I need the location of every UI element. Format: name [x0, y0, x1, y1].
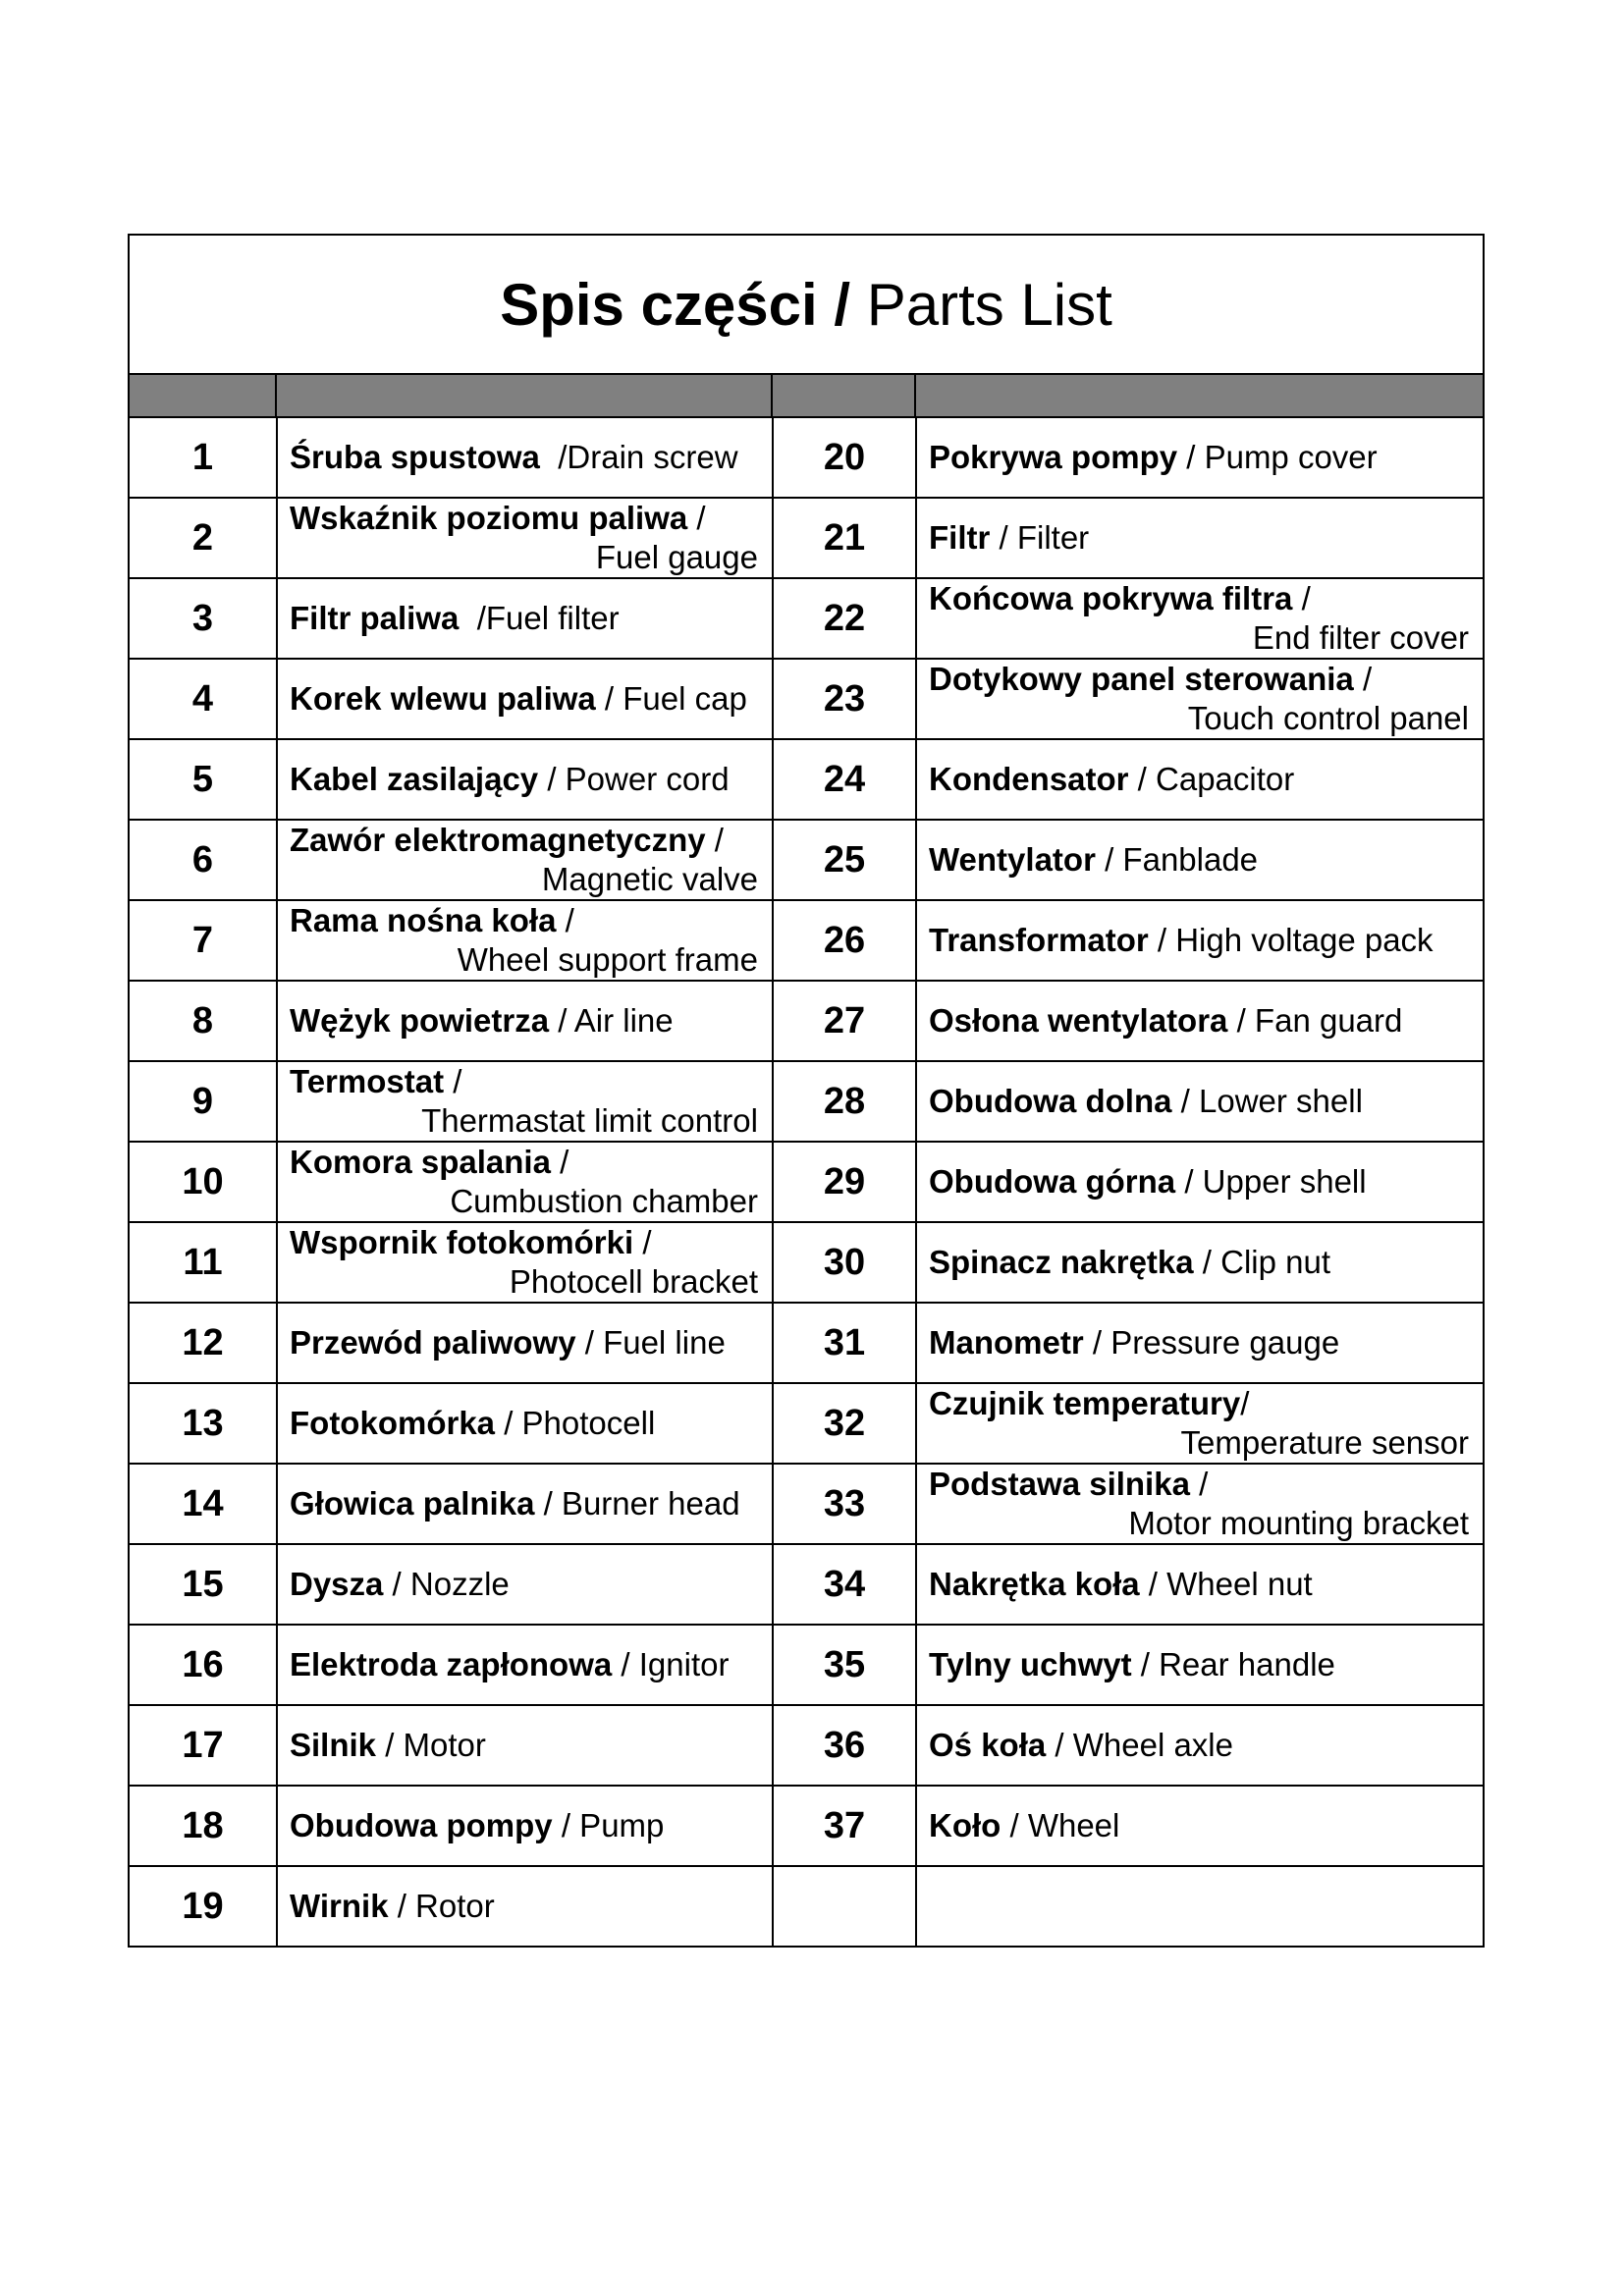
part-number: 31 [773, 1303, 916, 1383]
part-number: 22 [773, 578, 916, 659]
part-name [277, 1544, 773, 1625]
part-name [916, 498, 1483, 578]
part-name-english: / [444, 1063, 462, 1099]
part-name-polish: Wspornik fotokomórki [290, 1224, 634, 1260]
part-name-english: / Rotor [388, 1888, 495, 1924]
part-name-polish: Śruba spustowa [290, 439, 540, 475]
part-number: 4 [130, 659, 277, 739]
part-name-english-line2: Touch control panel [1187, 700, 1469, 736]
part-name-polish: Koło [929, 1807, 1001, 1843]
part-name-english-line2: Motor mounting bracket [1128, 1505, 1469, 1541]
part-name-polish: Transformator [929, 922, 1149, 958]
part-name-english: / [1240, 1385, 1250, 1421]
part-name-english: / Pump cover [1177, 439, 1378, 475]
part-name-polish: Tylny uchwyt [929, 1646, 1132, 1682]
part-name [277, 1786, 773, 1866]
part-name-polish: Termostat [290, 1063, 445, 1099]
table-row [130, 1544, 1483, 1625]
part-name [916, 659, 1483, 739]
part-name-polish: Czujnik temperatury [929, 1385, 1241, 1421]
part-name [916, 1625, 1483, 1705]
part-name [277, 1142, 773, 1222]
part-name-polish: Kondensator [929, 761, 1129, 797]
part-name-english: / Ignitor [612, 1646, 730, 1682]
part-number: 32 [773, 1383, 916, 1464]
part-name-english: / Wheel nut [1139, 1566, 1313, 1602]
part-name-polish: Oś koła [929, 1727, 1047, 1763]
part-number: 15 [130, 1544, 277, 1625]
part-name-english: / Burner head [534, 1485, 740, 1522]
part-name-english: / [705, 822, 724, 858]
part-number: 26 [773, 900, 916, 981]
part-name-english: /Fuel filter [459, 600, 620, 636]
part-number: 27 [773, 981, 916, 1061]
part-number [773, 1866, 916, 1946]
page-title [130, 236, 1483, 375]
part-number: 34 [773, 1544, 916, 1625]
table-row [130, 1625, 1483, 1705]
part-number: 25 [773, 820, 916, 900]
parts-table [130, 418, 1483, 1946]
part-number: 19 [130, 1866, 277, 1946]
table-row [130, 418, 1483, 498]
part-name [916, 1061, 1483, 1142]
part-name-polish: Wentylator [929, 841, 1096, 878]
part-number: 14 [130, 1464, 277, 1544]
part-number: 29 [773, 1142, 916, 1222]
part-name-english: / [550, 1144, 569, 1180]
part-name-english: / Air line [549, 1002, 674, 1039]
part-name [916, 418, 1483, 498]
part-name-polish: Wężyk powietrza [290, 1002, 550, 1039]
table-row [130, 1142, 1483, 1222]
header-band [130, 375, 1483, 418]
part-name [277, 739, 773, 820]
part-number: 1 [130, 418, 277, 498]
part-name-polish: Korek wlewu paliwa [290, 680, 596, 717]
part-name [277, 1464, 773, 1544]
part-name [277, 1705, 773, 1786]
part-number: 9 [130, 1061, 277, 1142]
part-name [916, 1303, 1483, 1383]
title-polish: Spis części / [500, 271, 851, 338]
part-name-english-line2: Temperature sensor [1180, 1424, 1469, 1461]
table-row [130, 900, 1483, 981]
part-name-polish: Filtr [929, 519, 991, 556]
part-name-english-line2: Photocell bracket [509, 1263, 758, 1300]
header-cell [277, 375, 773, 416]
part-name-english: /Drain screw [539, 439, 738, 475]
part-name-polish: Elektroda zapłonowa [290, 1646, 613, 1682]
part-name-polish: Osłona wentylatora [929, 1002, 1228, 1039]
part-number: 37 [773, 1786, 916, 1866]
part-name-english-line2: Thermastat limit control [421, 1102, 758, 1139]
part-name-polish: Wskaźnik poziomu paliwa [290, 500, 688, 536]
part-name-english: / [1353, 661, 1373, 697]
part-number: 28 [773, 1061, 916, 1142]
part-name [277, 1303, 773, 1383]
part-number: 17 [130, 1705, 277, 1786]
part-name-english-line2: End filter cover [1252, 619, 1469, 656]
part-name-polish: Spinacz nakrętka [929, 1244, 1194, 1280]
part-name-english: / Capacitor [1128, 761, 1295, 797]
part-name-polish: Dotykowy panel sterowania [929, 661, 1354, 697]
part-name [277, 578, 773, 659]
part-name [277, 418, 773, 498]
part-name [916, 739, 1483, 820]
part-name-polish: Obudowa górna [929, 1163, 1176, 1200]
part-name-english: / Motor [376, 1727, 486, 1763]
part-name-english: / Lower shell [1171, 1083, 1363, 1119]
part-name-polish: Fotokomórka [290, 1405, 496, 1441]
part-number: 18 [130, 1786, 277, 1866]
part-name-english: / Pressure gauge [1083, 1324, 1340, 1361]
part-number: 11 [130, 1222, 277, 1303]
part-name [277, 498, 773, 578]
part-name-polish: Komora spalania [290, 1144, 551, 1180]
part-name-polish: Filtr paliwa [290, 600, 460, 636]
table-row [130, 1061, 1483, 1142]
part-number: 35 [773, 1625, 916, 1705]
table-row [130, 578, 1483, 659]
part-name-english: / Upper shell [1175, 1163, 1367, 1200]
part-name [916, 578, 1483, 659]
title-english: Parts List [850, 271, 1112, 338]
part-name-english-line2: Cumbustion chamber [450, 1183, 758, 1219]
part-name-polish: Podstawa silnika [929, 1466, 1190, 1502]
part-name-polish: Silnik [290, 1727, 377, 1763]
part-number: 8 [130, 981, 277, 1061]
table-row [130, 981, 1483, 1061]
part-name [277, 1625, 773, 1705]
part-name-polish: Rama nośna koła [290, 902, 557, 938]
part-name-english-line2: Fuel gauge [595, 539, 758, 575]
part-name [277, 1866, 773, 1946]
part-name-english: / Fanblade [1095, 841, 1259, 878]
header-cell [130, 375, 277, 416]
part-name-english: / Wheel axle [1046, 1727, 1233, 1763]
part-number: 23 [773, 659, 916, 739]
part-number: 6 [130, 820, 277, 900]
part-name-english: / Fuel cap [595, 680, 747, 717]
part-number: 12 [130, 1303, 277, 1383]
part-name-polish: Nakrętka koła [929, 1566, 1140, 1602]
part-name [916, 900, 1483, 981]
part-name-english: / Fan guard [1227, 1002, 1403, 1039]
part-name-polish: Wirnik [290, 1888, 389, 1924]
part-name-english: / [556, 902, 574, 938]
part-name-english: / Nozzle [383, 1566, 510, 1602]
table-row [130, 1222, 1483, 1303]
part-name-english: / [687, 500, 706, 536]
part-name [916, 1705, 1483, 1786]
part-name [277, 1383, 773, 1464]
part-name-polish: Zawór elektromagnetyczny [290, 822, 706, 858]
part-name-polish: Manometr [929, 1324, 1084, 1361]
part-name [916, 1786, 1483, 1866]
part-name [916, 981, 1483, 1061]
part-name-polish: Dysza [290, 1566, 384, 1602]
table-row [130, 1303, 1483, 1383]
part-number: 21 [773, 498, 916, 578]
part-number: 20 [773, 418, 916, 498]
part-name [277, 981, 773, 1061]
part-name-english: / Wheel [1001, 1807, 1120, 1843]
part-number: 33 [773, 1464, 916, 1544]
part-number: 24 [773, 739, 916, 820]
table-row [130, 1705, 1483, 1786]
table-row [130, 498, 1483, 578]
table-row [130, 1383, 1483, 1464]
part-number: 30 [773, 1222, 916, 1303]
part-number: 3 [130, 578, 277, 659]
part-number: 5 [130, 739, 277, 820]
part-name [916, 1222, 1483, 1303]
part-name-polish: Końcowa pokrywa filtra [929, 580, 1293, 616]
part-name [277, 900, 773, 981]
part-name-english: / Filter [990, 519, 1090, 556]
part-name [916, 1142, 1483, 1222]
part-number: 2 [130, 498, 277, 578]
part-name-polish: Obudowa dolna [929, 1083, 1172, 1119]
part-name [916, 820, 1483, 900]
part-name-english: / [1292, 580, 1311, 616]
part-name-english: / Clip nut [1193, 1244, 1331, 1280]
part-name-english: / Photocell [495, 1405, 656, 1441]
part-name-polish: Pokrywa pompy [929, 439, 1178, 475]
part-name [916, 1464, 1483, 1544]
part-name [916, 1383, 1483, 1464]
part-name-english: / Pump [552, 1807, 665, 1843]
part-name [277, 659, 773, 739]
part-name-english: / [633, 1224, 652, 1260]
header-cell [916, 375, 1483, 416]
table-row [130, 820, 1483, 900]
table-row [130, 1866, 1483, 1946]
part-name [916, 1866, 1483, 1946]
part-name-english: / Rear handle [1131, 1646, 1335, 1682]
part-name-english-line2: Wheel support frame [457, 941, 758, 978]
parts-list-sheet [128, 234, 1485, 1948]
table-row [130, 739, 1483, 820]
table-row [130, 1464, 1483, 1544]
part-name-english: / [1189, 1466, 1209, 1502]
part-name-polish: Obudowa pompy [290, 1807, 553, 1843]
part-number: 36 [773, 1705, 916, 1786]
part-name-english: / Power cord [538, 761, 730, 797]
part-name-english-line2: Magnetic valve [541, 861, 758, 897]
part-name-polish: Głowica palnika [290, 1485, 535, 1522]
part-name [277, 1222, 773, 1303]
table-row [130, 1786, 1483, 1866]
part-number: 10 [130, 1142, 277, 1222]
header-cell [773, 375, 916, 416]
part-number: 16 [130, 1625, 277, 1705]
part-number: 13 [130, 1383, 277, 1464]
part-name-polish: Kabel zasilający [290, 761, 539, 797]
part-name [916, 1544, 1483, 1625]
table-row [130, 659, 1483, 739]
part-name [277, 1061, 773, 1142]
part-name-english: / High voltage pack [1148, 922, 1434, 958]
part-number: 7 [130, 900, 277, 981]
part-name [277, 820, 773, 900]
part-name-polish: Przewód paliwowy [290, 1324, 576, 1361]
part-name-english: / Fuel line [575, 1324, 726, 1361]
